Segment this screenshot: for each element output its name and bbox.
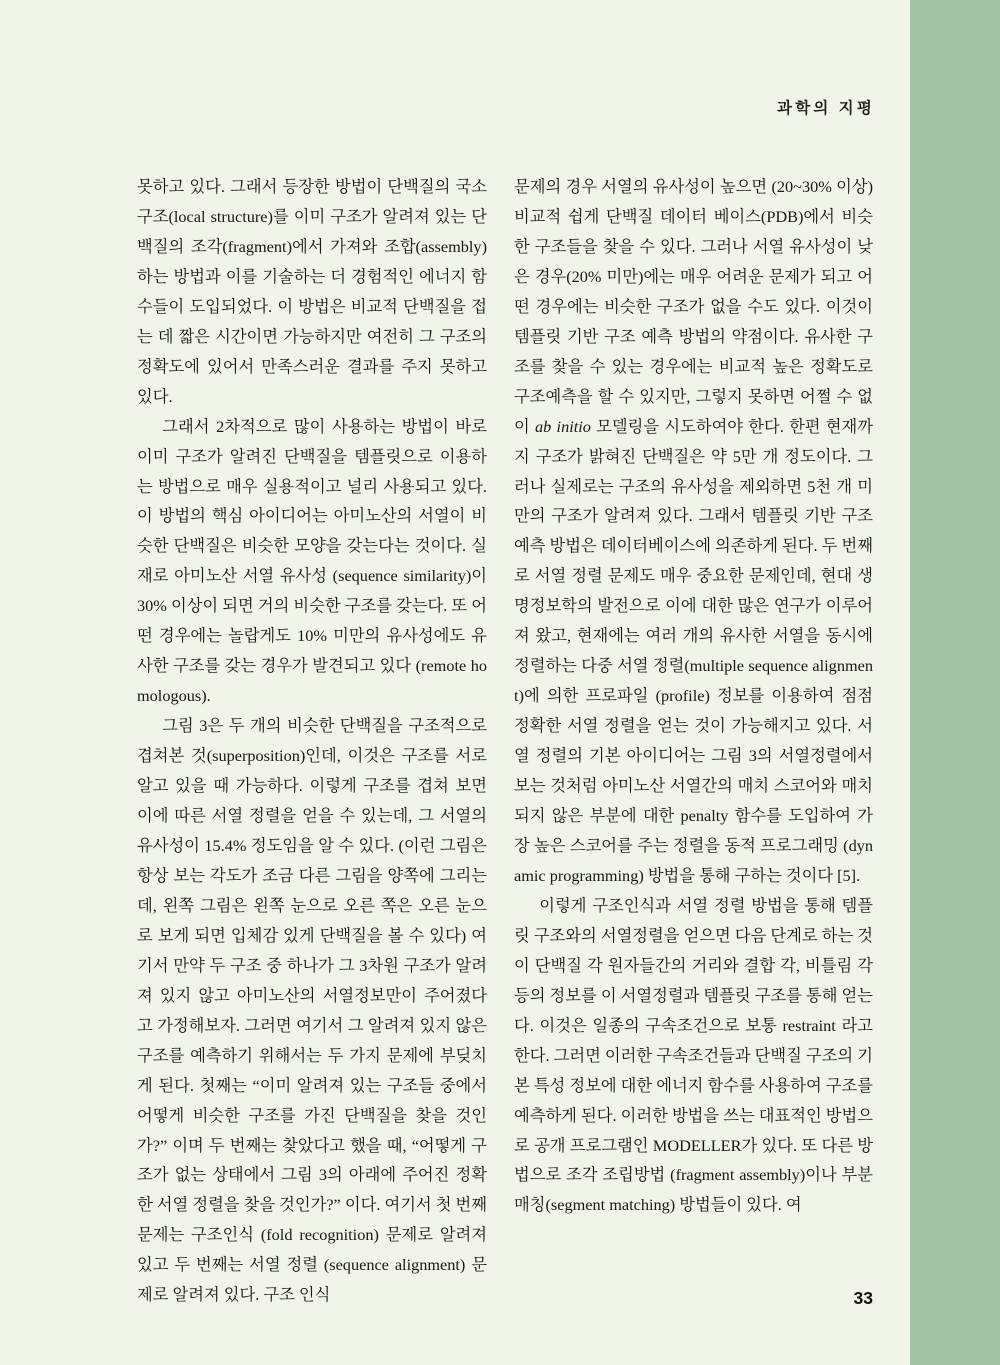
right-column xyxy=(514,172,873,1232)
paragraph: 그림 3은 두 개의 비슷한 단백질을 구조적으로 겹쳐본 것(superposition)인데, 이것은 구조를 서로 알고 있을 때 가능하다. 이렇게 구조를 겹쳐 보면 이에 따른 서열 정렬을 얻을 수 있는데, 그 서열의 유사성이 15.4% 정도임을 알 수 있다. (이런 그림은 항상 보는 각도가 조금 다른 그림을 양쪽에 그리는데, 왼쪽 그림은 왼쪽 눈으로 오른 쪽은 오른 눈으로 보게 되면 입체감 있게 단백질을 볼 수 있다) 여기서 만약 두 구조 중 하나가 그 3차원 구조가 알려져 있지 않고 아미노산의 서열정보만이 주어졌다고 가정해보자. 그러면 여기서 그 알려져 있지 않은 구조를 예측하기 위해서는 두 가지 문제에 부딪치게 된다. 첫째는 “이미 알려져 있는 구조들 중에서 어떻게 비슷한 구조를 가진 단백질을 찾을 것인가?” 이며 두 번째는 찾았다고 했을 때, “어떻게 구조가 없는 상태에서 그림 3의 아래에 주어진 정확한 서열 정렬을 찾을 것인가?” 이다. 여기서 첫 번째 문제는 구조인식 (fold recognition) 문제로 알려져 있고 두 번째는 서열 정렬 (sequence alignment) 문제로 알려져 있다. 구조 인식 xyxy=(137,716,487,1305)
left-column xyxy=(137,172,487,1305)
paragraph-part-1: 문제의 경우 서열의 유사성이 높으면 (20~30% 이상) 비교적 쉽게 단백질 데이터 베이스(PDB)에서 비슷한 구조들을 찾을 수 있다. 그러나 서열 유사성이 낮은 경우(20% 미만)에는 매우 어려운 문제가 되고 어떤 경우에는 비슷한 구조가 없을 수도 있다. 이것이 템플릿 기반 구조 예측 방법의 약점이다. 유사한 구조를 찾을 수 있는 경우에는 비교적 높은 정확도로 구조예측을 할 수 있지만, 그렇지 못하면 어쩔 수 없이 xyxy=(514,177,873,436)
paragraph: 이렇게 구조인식과 서열 정렬 방법을 통해 템플릿 구조와의 서열정렬을 얻으면 다음 단계로 하는 것이 단백질 각 원자들간의 거리와 결합 각, 비틀림 각 등의 정보를 이 서열정렬과 템플릿 구조를 통해 얻는다. 이것은 일종의 구속조건으로 보통 restraint 라고 한다. 그러면 이러한 구속조건들과 단백질 구조의 기본 특성 정보에 대한 에너지 함수를 사용하여 구조를 예측하게 된다. 이러한 방법을 쓰는 대표적인 방법으로 공개 프로그램인 MODELLER가 있다. 또 다른 방법으로 조각 조립방법 (fragment assembly)이나 부분 매칭(segment matching) 방법들이 있다. 여 xyxy=(514,895,873,1215)
page-number: 33 xyxy=(853,1288,873,1308)
paragraph xyxy=(514,172,873,891)
latin-phrase-ab-initio: ab initio xyxy=(535,416,591,436)
paragraph: 못하고 있다. 그래서 등장한 방법이 단백질의 국소 구조(local structure)를 이미 구조가 알려져 있는 단백질의 조각(fragment)에서 가져와 조합(assembly)하는 방법과 이를 기술하는 더 경험적인 에너지 함수들이 도입되었다. 이 방법은 비교적 단백질을 접는 데 짧은 시간이면 가능하지만 여전히 그 구조의 정확도에 있어서 만족스러운 결과를 주지 못하고 있다. xyxy=(137,177,487,406)
paragraph-part-2: 모델링을 시도하여야 한다. 한편 현재까지 구조가 밝혀진 단백질은 약 5만 개 정도이다. 그러나 실제로는 구조의 유사성을 제외하면 5천 개 미만의 구조가 알려져 있다. 그래서 템플릿 기반 구조 예측 방법은 데이터베이스에 의존하게 된다. 두 번째로 서열 정렬 문제도 매우 중요한 문제인데, 현대 생명정보학의 발전으로 이에 대한 많은 연구가 이루어져 왔고, 현재에는 여러 개의 유사한 서열을 동시에 정렬하는 다중 서열 정렬(multiple sequence alignment)에 의한 프로파일 (profile) 정보를 이용하여 점점 정확한 서열 정렬을 얻는 것이 가능해지고 있다. 서열 정렬의 기본 아이디어는 그림 3의 서열정렬에서 보는 것처럼 아미노산 서열간의 매치 스코어와 매치 되지 않은 부분에 대한 penalty 함수를 도입하여 가장 높은 스코어를 주는 정렬을 동적 프로그래밍 (dynamic programming) 방법을 통해 구하는 것이다 [5]. xyxy=(514,416,873,885)
page-edge-band xyxy=(910,0,1000,1365)
paragraph: 그래서 2차적으로 많이 사용하는 방법이 바로 이미 구조가 알려진 단백질을 템플릿으로 이용하는 방법으로 매우 실용적이고 널리 사용되고 있다. 이 방법의 핵심 아이디어는 아미노산의 서열이 비슷한 단백질은 비슷한 모양을 갖는다는 것이다. 실재로 아미노산 서열 유사성 (sequence similarity)이 30% 이상이 되면 거의 비슷한 구조를 갖는다. 또 어떤 경우에는 놀랍게도 10% 미만의 유사성에도 유사한 구조를 갖는 경우가 발견되고 있다 (remote homologous). xyxy=(137,416,487,706)
running-head xyxy=(0,96,875,118)
running-head-text: 과학의 지평 xyxy=(777,100,875,117)
